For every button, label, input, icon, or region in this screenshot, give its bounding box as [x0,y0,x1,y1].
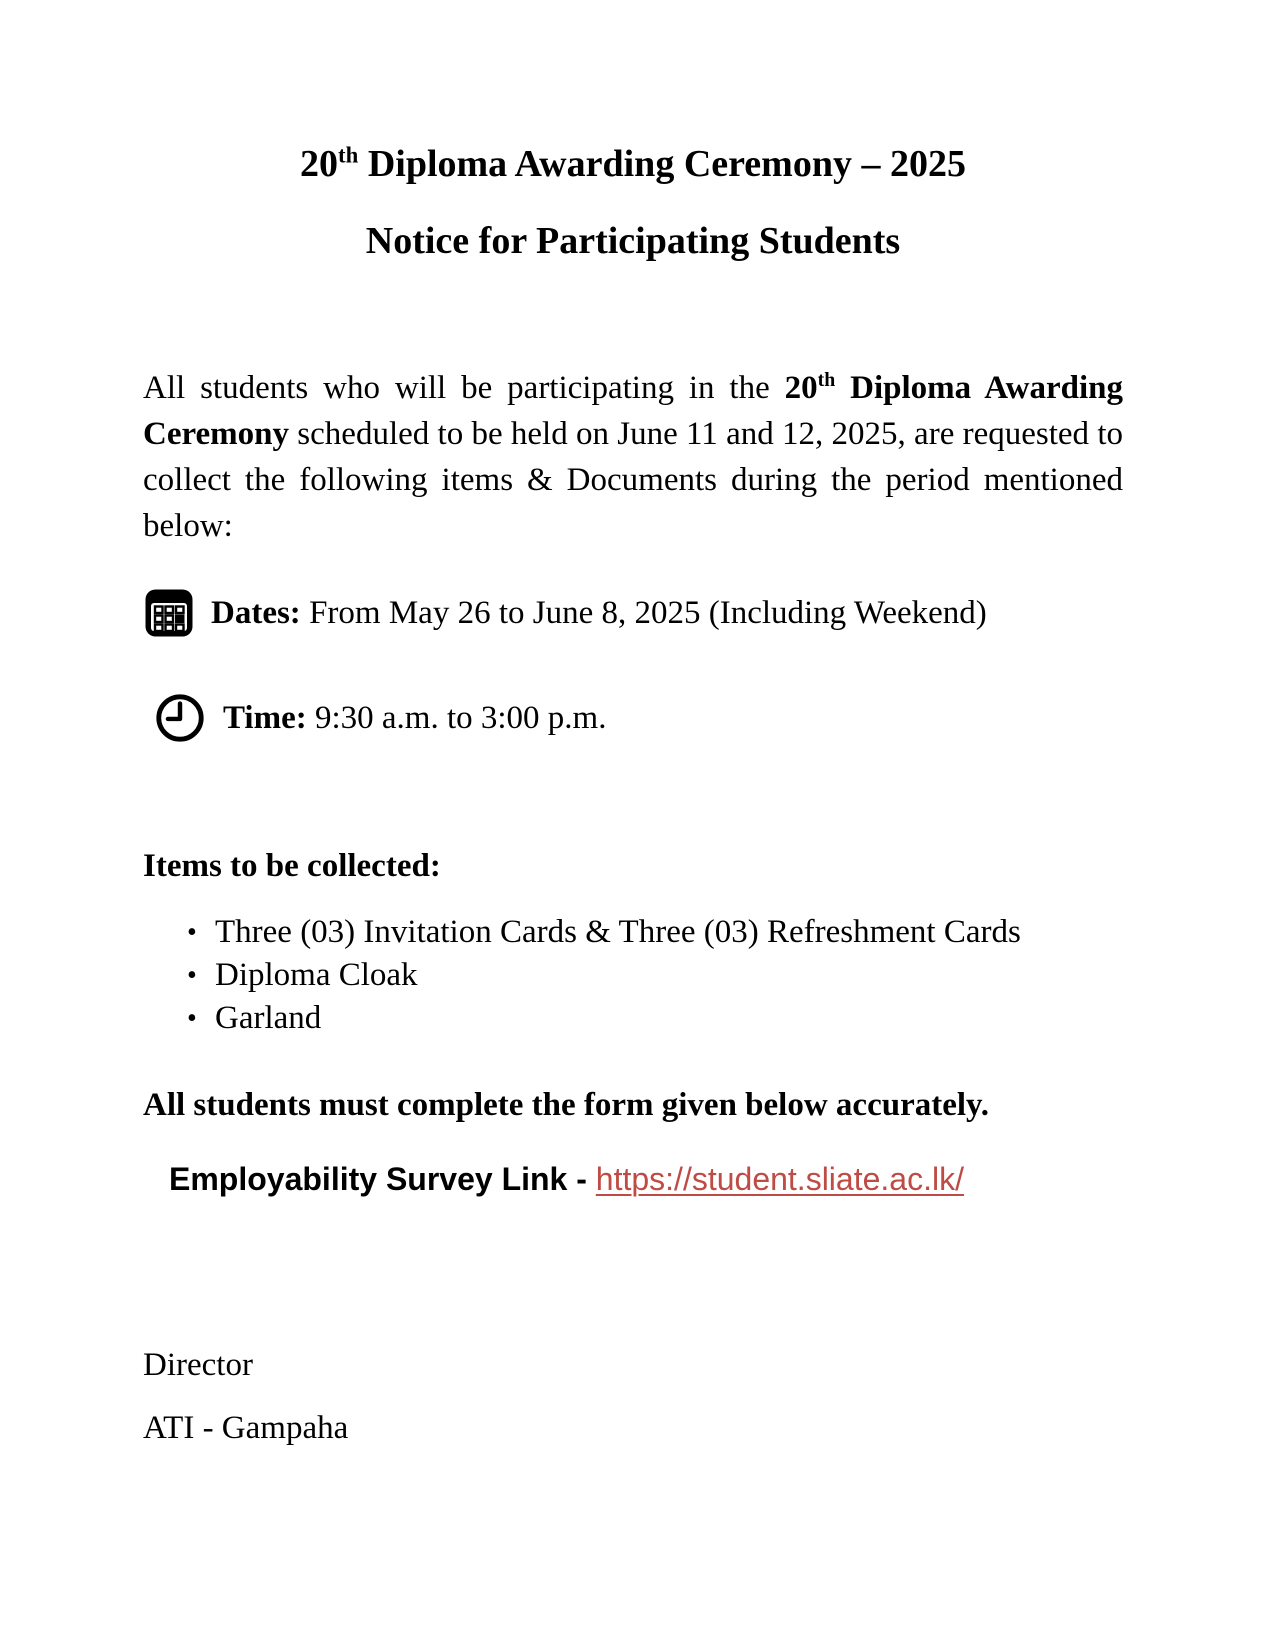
items-heading: Items to be collected: [143,848,441,884]
title-ordinal-suffix: th [338,142,359,168]
intro-bold-text: Diploma Awarding Ceremony [143,370,1123,452]
dates-label: Dates: [211,595,301,631]
intro-paragraph [143,365,1123,549]
list-item: • Garland [143,997,1123,1040]
time-value: 9:30 a.m. to 3:00 p.m. [306,700,607,736]
title-text: Diploma Awarding Ceremony – 2025 [358,143,966,185]
survey-separator: - [567,1161,596,1197]
calendar-icon [143,587,195,639]
signature-institute: ATI - Gampaha [143,1410,349,1446]
list-item: • Three (03) Invitation Cards & Three (03) Refreshment Cards [143,911,1123,954]
items-list [143,911,1123,1040]
title-number: 20 [300,143,339,185]
document-title-line1 [143,142,1123,186]
intro-ordinal-suffix: th [817,369,836,391]
survey-link[interactable]: https://student.sliate.ac.lk/ [595,1161,964,1197]
intro-bold-number: 20 [784,370,818,406]
form-instruction-note: All students must complete the form given below accurately. [143,1087,989,1123]
signature-title: Director [143,1347,253,1383]
intro-text-post: scheduled to be held on June 11 and 12, 2025, are requested to collect the following items & Documents during the period mentioned below: [143,416,1123,544]
list-item: • Diploma Cloak [143,954,1123,997]
dates-row [143,587,1123,639]
clock-icon [153,691,207,745]
time-label: Time: [223,700,307,736]
survey-line [143,1156,1123,1202]
survey-link-label: Employability Survey Link [169,1161,568,1197]
document-content [143,142,1123,1451]
intro-text-pre: All students who will be participating in the [143,370,785,406]
dates-value: From May 26 to June 8, 2025 (Including Weekend) [300,595,987,631]
time-row [143,691,1123,745]
document-title-line2: Notice for Participating Students [365,220,901,262]
